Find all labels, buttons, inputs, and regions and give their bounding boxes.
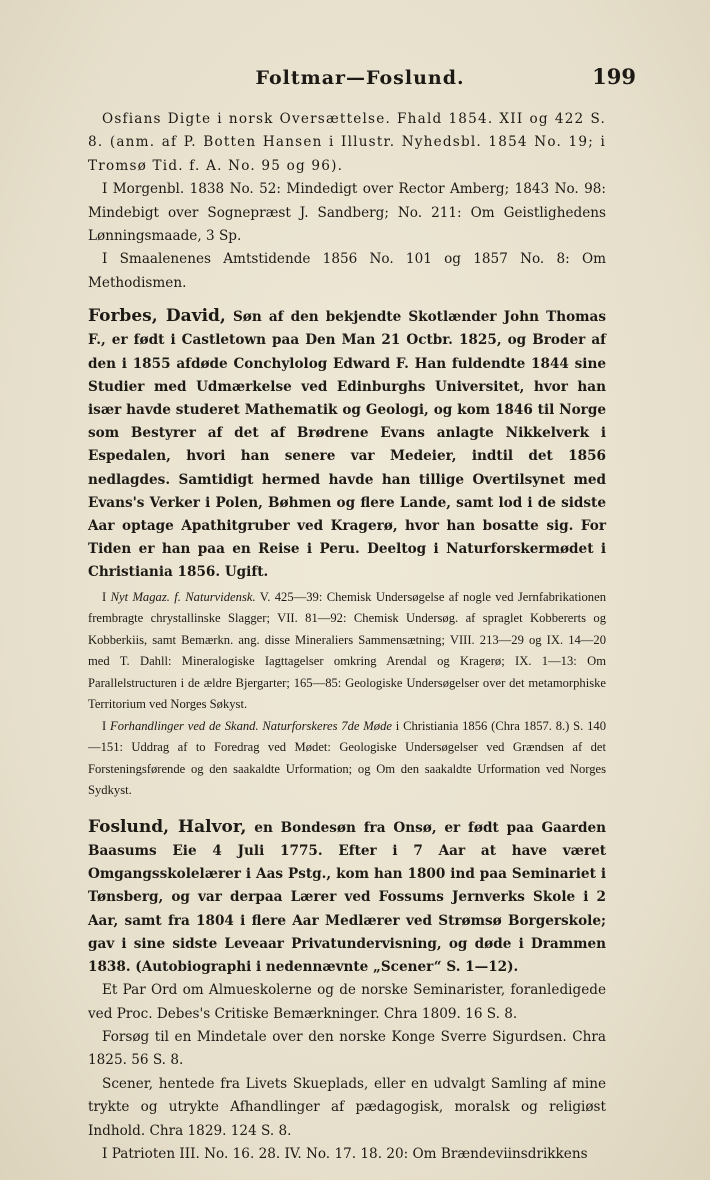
forbes-ref-forhandlinger-title: Forhandlinger ved de Skand. Naturforskeres 7de Møde: [110, 718, 392, 733]
page-header: [88, 64, 636, 89]
foltmar-work-ossian: Osfians Digte i norsk Oversættelse. Fhald 1854. XII og 422 S. 8. (anm. af P. Botten Hansen i Illustr. Nyhedsbl. 1854 No. 19; i Tromsø Tid. f. A. No. 95 og 96).: [88, 111, 606, 174]
page-body: [88, 108, 606, 1166]
entry-forbes: [88, 305, 606, 584]
foltmar-morgenbl-refs: I Morgenbl. 1838 No. 52: Mindedigt over Rector Amberg; 1843 No. 98: Mindebigt over Sognepræst J. Sandberg; No. 211: Om Geistlighedens Lønningsmaade, 3 Sp.: [88, 181, 606, 245]
entry-forbes-name: Forbes, David,: [88, 306, 226, 327]
entry-foslund: [88, 816, 606, 979]
forbes-ref-forhandlinger-text: i Christiania 1856 (Chra 1857. 8.) S. 140—151: Uddrag af to Foredrag ved Mødet: Geologiske Undersøgelser ved Grændsen af det Forsteningsførende og den saakaldte Urformation; og Om den saakaldte Urformation ved Norges Sydkyst.: [88, 718, 607, 798]
running-head: Foltmar—Foslund.: [255, 67, 465, 89]
entry-foslund-bio: en Bondesøn fra Onsø, er født paa Gaarden Baasums Eie 4 Juli 1775. Efter i 7 Aar at have været Omgangsskolelærer i Aas Pstg., kom han 1800 ind paa Seminariet i Tønsberg, og var derpaa Lærer ved Fossums Jernverks Skole i 2 Aar, samt fra 1804 i flere Aar Medlærer ved Strømsø Borgerskole; gav i sine sidste Leveaar Privatundervisning, og døde i Drammen 1838. (Autobiographi i nedennævnte „Scener“ S. 1—12).: [88, 819, 606, 975]
entry-foslund-name: Foslund, Halvor,: [88, 816, 247, 837]
forbes-ref-nyt-magaz: I Nyt Magaz. f. Naturvidensk. V. 425—39: Chemisk Undersøgelse af nogle ved Jernfabrikationen frembragte chrystallinske Slagger; VII. 81—92: Chemisk Undersøg. af spraglet Kobbererts og Kobberkiis, samt Bemærkn. ang. disse Mineraliers Sammensætning; VIII. 213—29 og IX. 14—20 med T. Dahll: Mineralogiske Iagttagelser omkring Arendal og Kragerø; IX. 1—13: Om Parallelstructuren i de ældre Bjergarter; 165—85: Geologiske Undersøgelser over det metamorphiske Territorium ved Norges Søkyst.: [88, 589, 606, 712]
forbes-ref-forhandlinger: I Forhandlinger ved de Skand. Naturforskeres 7de Møde i Christiania 1856 (Chra 1857. 8.) S. 140—151: Uddrag af to Foredrag ved Mødet: Geologiske Undersøgelser ved Grændsen af det Forsteningsførende og den saakaldte Urformation; og Om den saakaldte Urformation ved Norges Sydkyst.: [88, 718, 607, 798]
page-number: 199: [592, 64, 636, 89]
foslund-work-mindetale: Forsøg til en Mindetale over den norske Konge Sverre Sigurdsen. Chra 1825. 56 S. 8.: [88, 1028, 606, 1069]
forbes-ref-nyt-magaz-title: Nyt Magaz. f. Naturvidensk.: [110, 589, 256, 604]
foslund-patrioten-ref: I Patrioten III. No. 16. 28. IV. No. 17. 18. 20: Om Brændeviinsdrikkens: [102, 1145, 588, 1162]
foslund-work-scener: Scener, hentede fra Livets Skueplads, eller en udvalgt Samling af mine trykte og utrykte Afhandlinger af pædagogisk, moralsk og religiøst Indhold. Chra 1829. 124 S. 8.: [88, 1075, 606, 1139]
forbes-ref-nyt-magaz-text: V. 425—39: Chemisk Undersøgelse af nogle ved Jernfabrikationen frembragte chrystallinske Slagger; VII. 81—92: Chemisk Undersøg. af spraglet Kobbererts og Kobberkiis, samt Bemærkn. ang. disse Mineraliers Sammensætning; VIII. 213—29 og IX. 14—20 med T. Dahll: Mineralogiske Iagttagelser omkring Arendal og Kragerø; IX. 1—13: Om Parallelstructuren i de ældre Bjergarter; 165—85: Geologiske Undersøgelser over det metamorphiske Territorium ved Norges Søkyst.: [88, 589, 606, 712]
foslund-work-almueskolerne: Et Par Ord om Almueskolerne og de norske Seminarister, foranledigede ved Proc. Debes's Critiske Bemærkninger. Chra 1809. 16 S. 8.: [88, 982, 606, 1022]
foltmar-smaalenene-ref: I Smaalenenes Amtstidende 1856 No. 101 og 1857 No. 8: Om Methodismen.: [88, 251, 606, 291]
entry-forbes-bio: Søn af den bekjendte Skotlænder John Thomas F., er født i Castletown paa Den Man 21 Octbr. 1825, og Broder af den i 1855 afdøde Conchylolog Edward F. Han fuldendte 1844 sine Studier med Udmærkelse ved Edinburghs Universitet, hvor han især havde studeret Mathematik og Geologi, og kom 1846 til Norge som Bestyrer af det af Brødrene Evans anlagte Nikkelverk i Espedalen, hvori han senere var Medeier, indtil det 1856 nedlagdes. Samtidigt hermed havde han tillige Overtilsynet med Evans's Verker i Polen, Bøhmen og flere Lande, samt lod i de sidste Aar optage Apathitgruber ved Kragerø, hvor han bosatte sig. For Tiden er han paa en Reise i Peru. Deeltog i Naturforskermødet i Christiania 1856. Ugift.: [88, 309, 606, 581]
